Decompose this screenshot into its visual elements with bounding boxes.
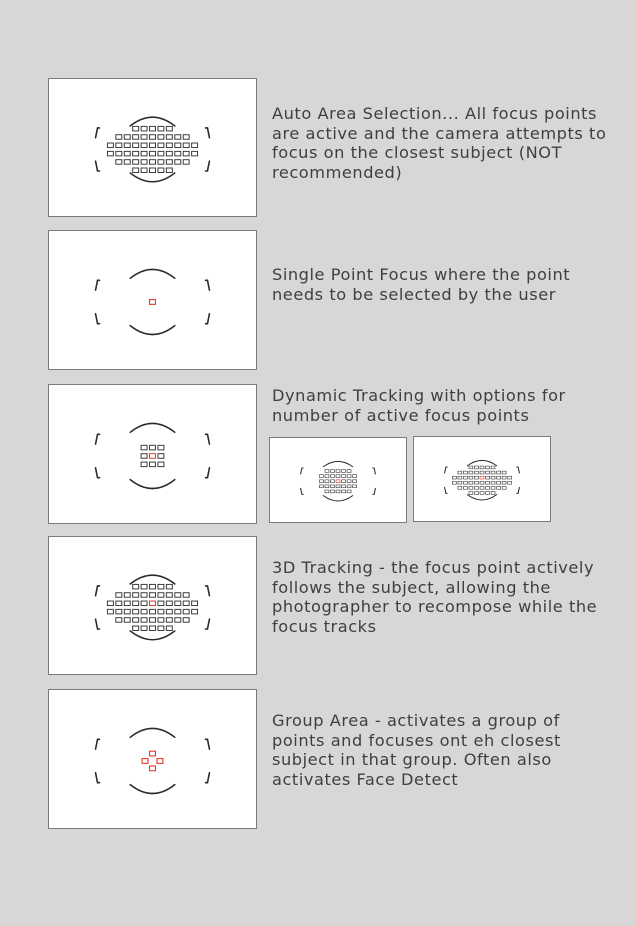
viewfinder-auto-area [48,78,257,217]
viewfinder-graphic [49,690,256,828]
focus-point [325,485,329,488]
focus-point [469,476,473,479]
active-focus-point [157,759,163,764]
viewfinder-dynamic-21 [269,437,407,523]
frame-arc-bottom [467,495,496,500]
focus-point [469,486,473,489]
frame-corner-tr [373,468,376,474]
viewfinder-graphic [49,231,256,369]
frame-arc-top [130,575,175,584]
focus-point [342,485,346,488]
focus-point [325,475,329,478]
frame-corner-bl [96,468,100,478]
focus-point [158,601,164,606]
focus-point [166,143,172,148]
frame-corner-tr [205,739,209,749]
focus-point [158,454,164,459]
focus-point [150,135,156,140]
focus-point [491,476,495,479]
focus-point [175,160,181,165]
focus-point [141,160,147,165]
frame-corner-bl [96,314,100,324]
focus-point [150,445,156,450]
focus-point [116,618,122,623]
focus-point [183,609,189,614]
focus-point [124,609,130,614]
focus-point [469,471,473,474]
focus-point [175,593,181,598]
focus-point [183,601,189,606]
description-single-point: Single Point Focus where the point needs to be selected by the user [272,265,571,304]
viewfinder-single-point [48,230,257,370]
focus-point [150,584,156,589]
active-focus-point [150,454,156,459]
focus-point [107,143,113,148]
focus-point [452,476,456,479]
focus-point [124,618,130,623]
frame-corner-tr [517,467,520,473]
focus-point [141,126,147,131]
focus-point [325,470,329,473]
viewfinder-group-area [48,689,257,829]
focus-point [158,151,164,156]
focus-point [141,593,147,598]
focus-point [150,151,156,156]
focus-point [475,471,479,474]
focus-point [150,143,156,148]
focus-point [192,143,198,148]
focus-point [347,475,351,478]
focus-point [166,618,172,623]
focus-point [166,151,172,156]
focus-point [133,609,139,614]
focus-point [141,151,147,156]
focus-point [166,168,172,173]
focus-point [497,476,501,479]
focus-point [150,618,156,623]
focus-point [342,475,346,478]
focus-point [116,601,122,606]
frame-arc-top [130,269,175,278]
focus-point [452,481,456,484]
active-focus-point [480,476,484,479]
focus-point [319,485,323,488]
focus-point [133,618,139,623]
focus-point [158,126,164,131]
focus-point [141,454,147,459]
focus-point [158,618,164,623]
focus-point [141,445,147,450]
focus-point [124,601,130,606]
frame-corner-tr [205,586,209,596]
focus-point [107,151,113,156]
focus-point [116,609,122,614]
focus-point [480,466,484,469]
focus-point [124,160,130,165]
focus-point [183,160,189,165]
viewfinder-graphic [270,438,406,522]
focus-point [353,480,357,483]
frame-corner-br [205,161,209,171]
focus-point [480,492,484,495]
focus-point [133,168,139,173]
focus-point [192,609,198,614]
frame-arc-bottom [130,631,175,640]
focus-point [347,470,351,473]
viewfinder-graphic [414,437,550,521]
focus-point [342,470,346,473]
frame-corner-tl [96,739,100,749]
focus-point [480,481,484,484]
focus-point [347,480,351,483]
focus-point [150,626,156,631]
focus-point [497,481,501,484]
focus-point [166,601,172,606]
focus-point [141,584,147,589]
description-3d-tracking: 3D Tracking - the focus point actively follows the subject, allowing the photographer to recompose while the focus tracks [272,558,598,636]
frame-arc-bottom [130,480,175,489]
active-focus-point [150,300,156,305]
focus-point [141,626,147,631]
focus-point [475,492,479,495]
focus-point [175,601,181,606]
focus-point [491,486,495,489]
frame-corner-bl [96,619,100,629]
frame-corner-br [205,619,209,629]
focus-point [175,151,181,156]
frame-corner-tl [96,280,100,290]
frame-corner-br [205,773,209,783]
focus-point [347,485,351,488]
focus-point [124,135,130,140]
active-focus-point [150,601,156,606]
focus-point [502,471,506,474]
focus-point [458,471,462,474]
focus-point [150,462,156,467]
focus-point [158,609,164,614]
focus-point [158,143,164,148]
focus-point [331,490,335,493]
focus-point [158,135,164,140]
active-focus-point [150,766,156,771]
focus-point [158,445,164,450]
focus-point [331,470,335,473]
focus-point [116,593,122,598]
focus-point [158,626,164,631]
focus-point [166,593,172,598]
focus-point [491,481,495,484]
focus-point [141,462,147,467]
focus-point [133,601,139,606]
focus-point [175,143,181,148]
frame-corner-br [205,314,209,324]
focus-point [133,135,139,140]
focus-point [353,485,357,488]
focus-point [133,143,139,148]
focus-point [342,490,346,493]
focus-point [497,486,501,489]
focus-point [175,618,181,623]
focus-point [336,470,340,473]
frame-arc-bottom [130,785,175,794]
focus-point [480,486,484,489]
focus-point [491,492,495,495]
focus-point [150,593,156,598]
focus-point [475,466,479,469]
focus-point [183,593,189,598]
focus-point [175,609,181,614]
focus-point [150,160,156,165]
focus-point [486,486,490,489]
frame-arc-top [130,423,175,432]
viewfinder-graphic [49,385,256,523]
focus-point [336,475,340,478]
focus-point [141,135,147,140]
focus-point [133,584,139,589]
focus-point [133,593,139,598]
active-focus-point [142,759,148,764]
focus-point [475,481,479,484]
focus-point [141,143,147,148]
focus-point [183,135,189,140]
frame-corner-br [373,488,376,494]
frame-corner-bl [96,773,100,783]
focus-point [497,471,501,474]
focus-point [458,486,462,489]
focus-point [491,466,495,469]
focus-point [183,143,189,148]
focus-point [331,475,335,478]
description-dynamic-tracking: Dynamic Tracking with options for number of active focus points [272,386,566,425]
frame-arc-top [467,460,496,465]
description-auto-area: Auto Area Selection... All focus points are active and the camera attempts to focus on the closest subject (NOT recommended) [272,104,607,182]
focus-point [166,626,172,631]
active-focus-point [336,480,340,483]
focus-point [347,490,351,493]
focus-point [486,481,490,484]
focus-point [183,618,189,623]
frame-arc-bottom [130,326,175,335]
focus-point [158,462,164,467]
focus-point [133,160,139,165]
frame-corner-tl [301,468,304,474]
focus-point [107,609,113,614]
frame-corner-br [517,487,520,493]
frame-corner-tl [96,434,100,444]
focus-point [502,486,506,489]
viewfinder-3d-tracking [48,536,257,675]
focus-point [508,481,512,484]
focus-point [158,593,164,598]
focus-point [475,476,479,479]
focus-point [508,476,512,479]
focus-point [469,481,473,484]
focus-point [502,476,506,479]
focus-point [116,151,122,156]
frame-arc-top [130,117,175,126]
focus-point [116,143,122,148]
viewfinder-dynamic-51 [413,436,551,522]
frame-corner-tl [96,128,100,138]
focus-point [325,490,329,493]
focus-point [124,593,130,598]
frame-arc-top [130,728,175,737]
focus-point [158,160,164,165]
focus-point [475,486,479,489]
focus-point [486,492,490,495]
frame-corner-tr [205,280,209,290]
frame-arc-top [323,461,352,466]
focus-point [150,168,156,173]
focus-point [141,601,147,606]
focus-point [192,151,198,156]
focus-point [486,466,490,469]
focus-point [486,476,490,479]
focus-point [342,480,346,483]
focus-point [319,475,323,478]
focus-point [331,480,335,483]
frame-arc-bottom [323,496,352,501]
focus-point [331,485,335,488]
focus-point [336,490,340,493]
viewfinder-dynamic-tracking [48,384,257,524]
focus-point [116,160,122,165]
frame-corner-tl [445,467,448,473]
focus-point [141,609,147,614]
focus-point [158,168,164,173]
focus-point [463,481,467,484]
focus-point [166,135,172,140]
focus-point [325,480,329,483]
focus-point [107,601,113,606]
focus-point [141,618,147,623]
focus-point [463,486,467,489]
focus-point [133,126,139,131]
focus-point [319,480,323,483]
focus-point [150,609,156,614]
active-focus-point [150,751,156,756]
frame-corner-tr [205,128,209,138]
frame-corner-tr [205,434,209,444]
focus-point [166,160,172,165]
focus-point [183,151,189,156]
focus-point [124,151,130,156]
focus-point [469,466,473,469]
viewfinder-graphic [49,79,256,216]
focus-point [166,126,172,131]
focus-point [141,168,147,173]
focus-point [166,584,172,589]
focus-point [166,609,172,614]
focus-point [336,485,340,488]
focus-point [133,151,139,156]
focus-point [158,584,164,589]
focus-point [480,471,484,474]
focus-point [458,476,462,479]
focus-point [469,492,473,495]
frame-corner-tl [96,586,100,596]
frame-corner-br [205,468,209,478]
frame-corner-bl [301,488,304,494]
focus-point [458,481,462,484]
viewfinder-graphic [49,537,256,674]
focus-point [491,471,495,474]
focus-point [150,126,156,131]
focus-point [192,601,198,606]
focus-point [486,471,490,474]
focus-point [133,626,139,631]
focus-point [124,143,130,148]
focus-point [353,475,357,478]
frame-arc-bottom [130,173,175,182]
frame-corner-bl [445,487,448,493]
focus-point [116,135,122,140]
focus-point [175,135,181,140]
focus-point [463,471,467,474]
focus-point [463,476,467,479]
description-group-area: Group Area - activates a group of points and focuses ont eh closest subject in that group. Often also activates Face Detect [272,711,561,789]
frame-corner-bl [96,161,100,171]
focus-point [502,481,506,484]
